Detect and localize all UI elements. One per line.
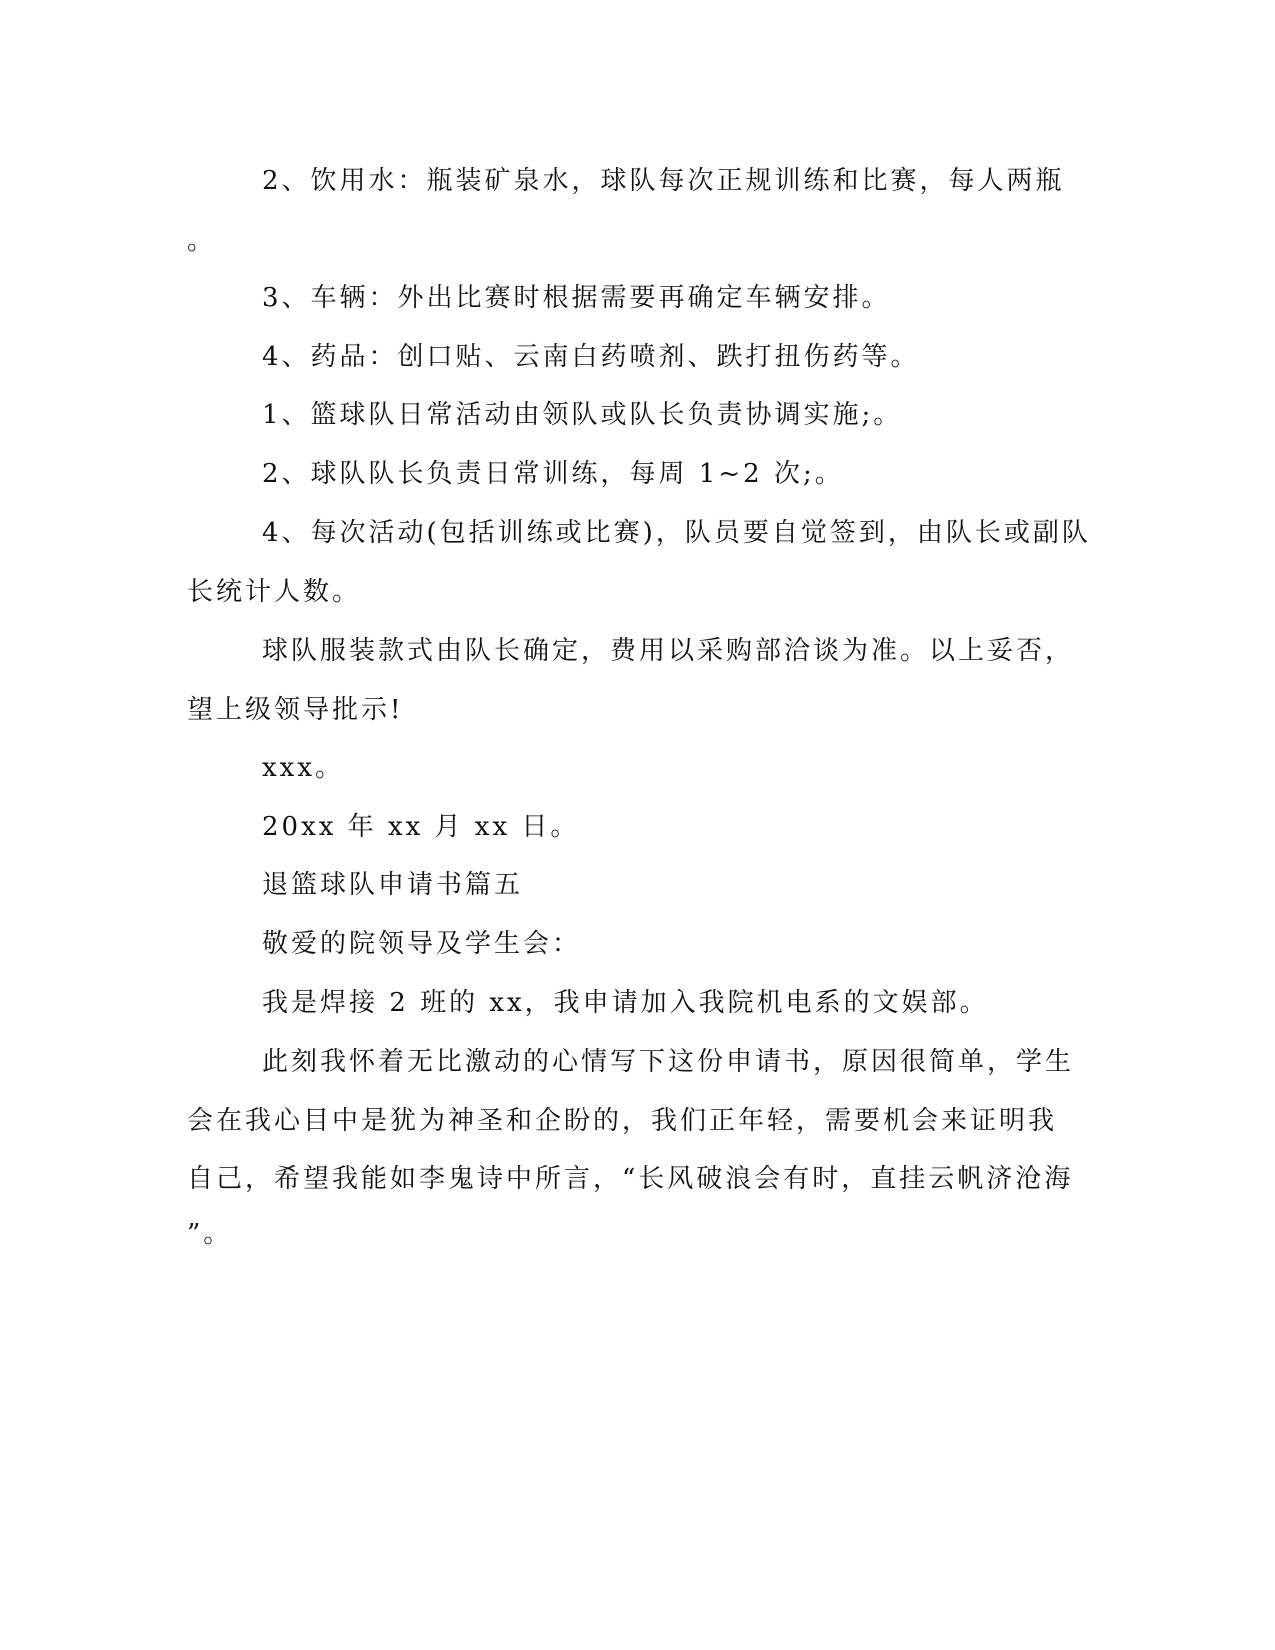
paragraph-line: 我是焊接 2 班的 xx，我申请加入我院机电系的文娱部。: [262, 988, 989, 1018]
paragraph-line: 球队服装款式由队长确定，费用以采购部洽谈为准。以上妥否，: [262, 636, 1075, 666]
paragraph-line: ”。: [187, 1219, 233, 1249]
paragraph-line: 3、车辆：外出比赛时根据需要再确定车辆安排。: [262, 283, 891, 313]
paragraph-line: 4、药品：创口贴、云南白药喷剂、跌打扭伤药等。: [262, 342, 920, 372]
paragraph-line: 1、篮球队日常活动由领队或队长负责协调实施;。: [262, 400, 903, 430]
paragraph-line: 2、球队队长负责日常训练，每周 1~2 次;。: [262, 459, 844, 489]
paragraph-line: 长统计人数。: [187, 577, 362, 607]
paragraph-line: 。: [187, 226, 217, 256]
paragraph-line: 自己，希望我能如李鬼诗中所言，“长风破浪会有时，直挂云帆济沧海: [187, 1164, 1074, 1194]
section-title: 退篮球队申请书篇五: [262, 870, 524, 900]
paragraph-line: 望上级领导批示!: [187, 695, 404, 725]
paragraph-line: 4、每次活动(包括训练或比赛)，队员要自觉签到，由队长或副队: [262, 518, 1091, 548]
signature-date: 20xx 年 xx 月 xx 日。: [262, 812, 580, 842]
salutation: 敬爱的院领导及学生会：: [262, 929, 582, 959]
paragraph-line: 2、饮用水：瓶装矿泉水，球队每次正规训练和比赛，每人两瓶: [262, 166, 1065, 196]
paragraph-line: 会在我心目中是犹为神圣和企盼的，我们正年轻，需要机会来证明我: [187, 1106, 1058, 1136]
paragraph-line: 此刻我怀着无比激动的心情写下这份申请书，原因很简单，学生: [262, 1047, 1075, 1077]
signature-name: xxx。: [262, 753, 344, 783]
